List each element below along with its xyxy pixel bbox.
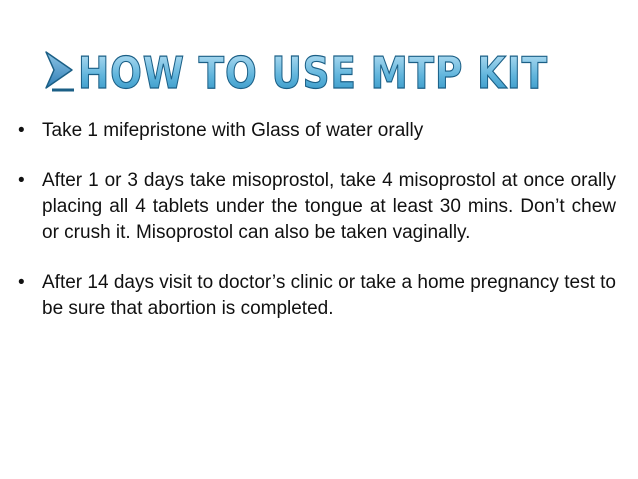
bullet-item <box>18 270 616 322</box>
bullet-list <box>18 118 616 322</box>
bullet-dot: • <box>18 170 25 191</box>
title-graphic <box>44 40 604 100</box>
bullet-item <box>18 118 616 144</box>
slide-title <box>44 40 604 100</box>
bullet-item <box>18 168 616 246</box>
bullet-dot: • <box>18 120 25 141</box>
bullet-text: After 14 days visit to doctor’s clinic or take a home pregnancy test to be sure that abortion is completed. <box>42 272 616 319</box>
title-text: HOW TO USE MTP KIT <box>78 48 548 99</box>
bullet-text: After 1 or 3 days take misoprostol, take 4 misoprostol at once orally placing all 4 tablets under the tongue at least 30 mins. Don’t chew or crush it. Misoprostol can also be taken vaginally. <box>42 170 616 243</box>
bullet-dot: • <box>18 272 25 293</box>
arrowhead-icon <box>46 52 74 90</box>
bullet-text: Take 1 mifepristone with Glass of water orally <box>42 120 424 141</box>
